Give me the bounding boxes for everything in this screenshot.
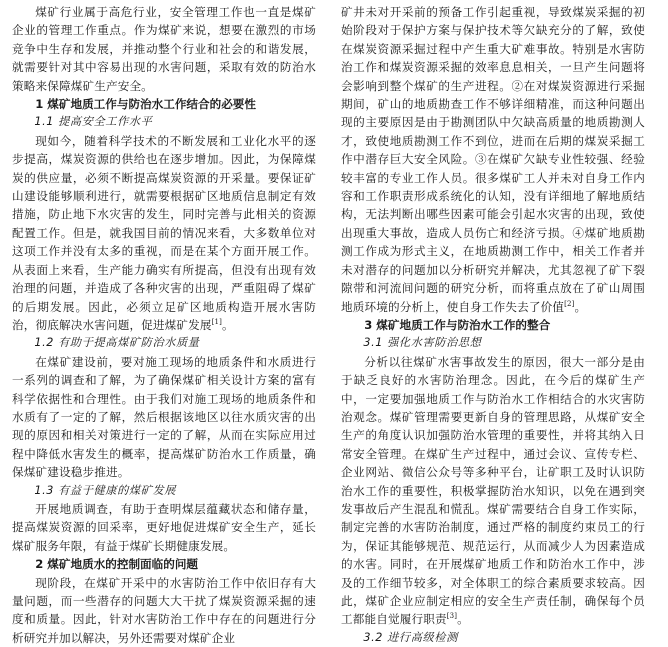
subsection-heading-1-2: 1.2 有助于提高煤矿防治水质量 (34, 336, 200, 350)
paragraph-2-continued-text: 矿井未对开采前的预备工作引起重视，导致煤炭采掘的初始阶段对于保护方案与保护技术等欠缺充分的了解，致使在煤炭资源采掘过程中产生重大矿难事故。特别是水害防治工作和煤炭资源采掘的效率息息相关，一旦产生问题将会影响到整个煤矿的生产进程。②在对煤炭资源进行采掘期间，矿山的地质勘查工作不够详细精准，而这种问题出现的主要原因是由于勘测团队中欠缺高质量的地质勘测人才，致使地质勘测工作不到位，进而在后期的煤炭采掘工作中潜存巨大安全风险。③在煤矿欠缺专业性较强、经验较丰富的专业工作人员。很多煤矿工人并未对自身工作内容和工作职责形成系统化的认知，没有详细地了解地质结构，无法判断出哪些因素可能会引起水灾害的出现，致使出现重大事故，造成人员伤亡和经济亏损。④煤矿地质勘测工作成为形式主义，在地质勘测工作中，相关工作者并未对潜存的问题加以分析研究并解决，尤其忽视了矿下裂隙带和河流间问题的研究分析，而将重点放在了矿山周围地质环境的分析上，使自身工作失去了价值 (341, 5, 645, 314)
paragraph-3-1 (341, 353, 645, 629)
section-heading-3: 3 煤矿地质工作与防治水工作的整合 (364, 317, 551, 332)
paragraph-2-continued (341, 3, 645, 316)
citation-2: [2] (564, 299, 575, 308)
paragraph-2-continued-end: 。 (574, 299, 587, 314)
paragraph-1-1-text: 现如今，随着科学技术的不断发展和工业化水平的逐步提高，煤炭资源的供给也在逐步增加。因此，为保障煤炭的供应量，必须不断提高煤炭资源的开采量。要保证矿山建设能够顺利进行，就需要根据矿区地质信息制定有效措施，防止地下水灾害的发生，同时完善与此相关的资源配置工作。但是，就我国目前的情况来看，大多数单位对这项工作并没有太多的重视，而是在某个方面开展工作。从表面上来看，生产能力确实有所提高，但没有出现有效治理的问题，并造成了各种灾害的出现，严重阻碍了煤矿的后期发展。因此，必须立足矿区地质构造开展水害防治，彻底解决水害问题，促进煤矿发展 (12, 133, 316, 332)
right-column (341, 3, 645, 644)
paragraph-1-3: 开展地质调查，有助于查明煤层蕴藏状态和储存量，提高煤炭资源的回采率，更好地促进煤矿安全生产，延长煤矿服务年限，有益于煤矿长期健康发展。 (12, 501, 316, 553)
subsection-heading-1-3: 1.3 有益于健康的煤矿发展 (34, 483, 177, 497)
citation-1: [1] (211, 318, 223, 327)
section-heading-1: 1 煤矿地质工作与防治水工作结合的必要性 (35, 97, 256, 112)
left-column (12, 3, 316, 645)
paragraph-1-1-end: 。 (222, 317, 234, 332)
paragraph-1-1 (12, 132, 316, 334)
citation-3: [3] (446, 612, 458, 621)
subsection-heading-3-2: 3.2 进行高级检测 (363, 630, 458, 644)
section-heading-2: 2 煤矿地质水的控制面临的问题 (35, 557, 199, 572)
paragraph-3-1-end: 。 (457, 612, 469, 627)
paragraph-1-2: 在煤矿建设前，要对施工现场的地质条件和水质进行一系列的调查和了解，为了确保煤矿相关设计方案的富有科学依据性和合理性。由于我们对施工现场的地质条件和水质有了一定的了解，然后根据该地区以往水质灾害的出现的原因和相关对策进行一定的了解，从而在实际应用过程中降低水害发生的概率，提高煤矿防治水工作质量，确保煤矿建设稳步推进。 (12, 354, 316, 480)
paragraph-2: 现阶段，在煤矿开采中的水害防治工作中依旧存有大量问题，而一些潜存的问题大大干扰了煤炭资源采掘的速度和质量。因此，针对水害防治工作中存在的问题进行分析研究并加以解决，另外还需要对煤矿企业 (12, 575, 316, 645)
paragraph-intro: 煤矿行业属于高危行业，安全管理工作也一直是煤矿企业的管理工作重点。作为煤矿来说，想要在激烈的市场竞争中生存和发展，并推动整个行业和社会的和谐发展，就需要针对其中容易出现的水害问题，采取有效的防治水策略来保障煤矿生产安全。 (12, 5, 316, 93)
paragraph-3-1-text: 分析以往煤矿水害事故发生的原因，很大一部分是由于缺乏良好的水害防治理念。因此，在今后的煤矿生产中，一定要加强地质工作与防治水工作相结合的水灾害防治观念。煤矿管理需要更新自身的管理思路，从煤矿安全生产的角度认识加强防治水管理的重要性，并将其纳入日常安全管理。在煤矿生产过程中，通过会议、宣传专栏、企业网站、微信公众号等多种平台，让矿职工及时认识防治水工作的重要性，积极掌握防治水知识，以免在遇到突发事故后产生混乱和慌乱。煤矿需要结合自身工作实际，制定完善的水害防治制度，通过严格的制度约束员工的行为，保证其能够规范、规范运行，从而减少人为因素造成的水害。同时，在开展煤矿地质工作和防治水工作中，涉及的工作细节较多，对全体职工的综合素质要求较高。因此，煤矿企业应制定相应的安全生产责任制，确保每个员工都能自觉履行职责 (341, 354, 645, 627)
subsection-heading-1-1: 1.1 提高安全工作水平 (34, 115, 153, 129)
subsection-heading-3-1: 3.1 强化水害防治思想 (363, 336, 482, 350)
